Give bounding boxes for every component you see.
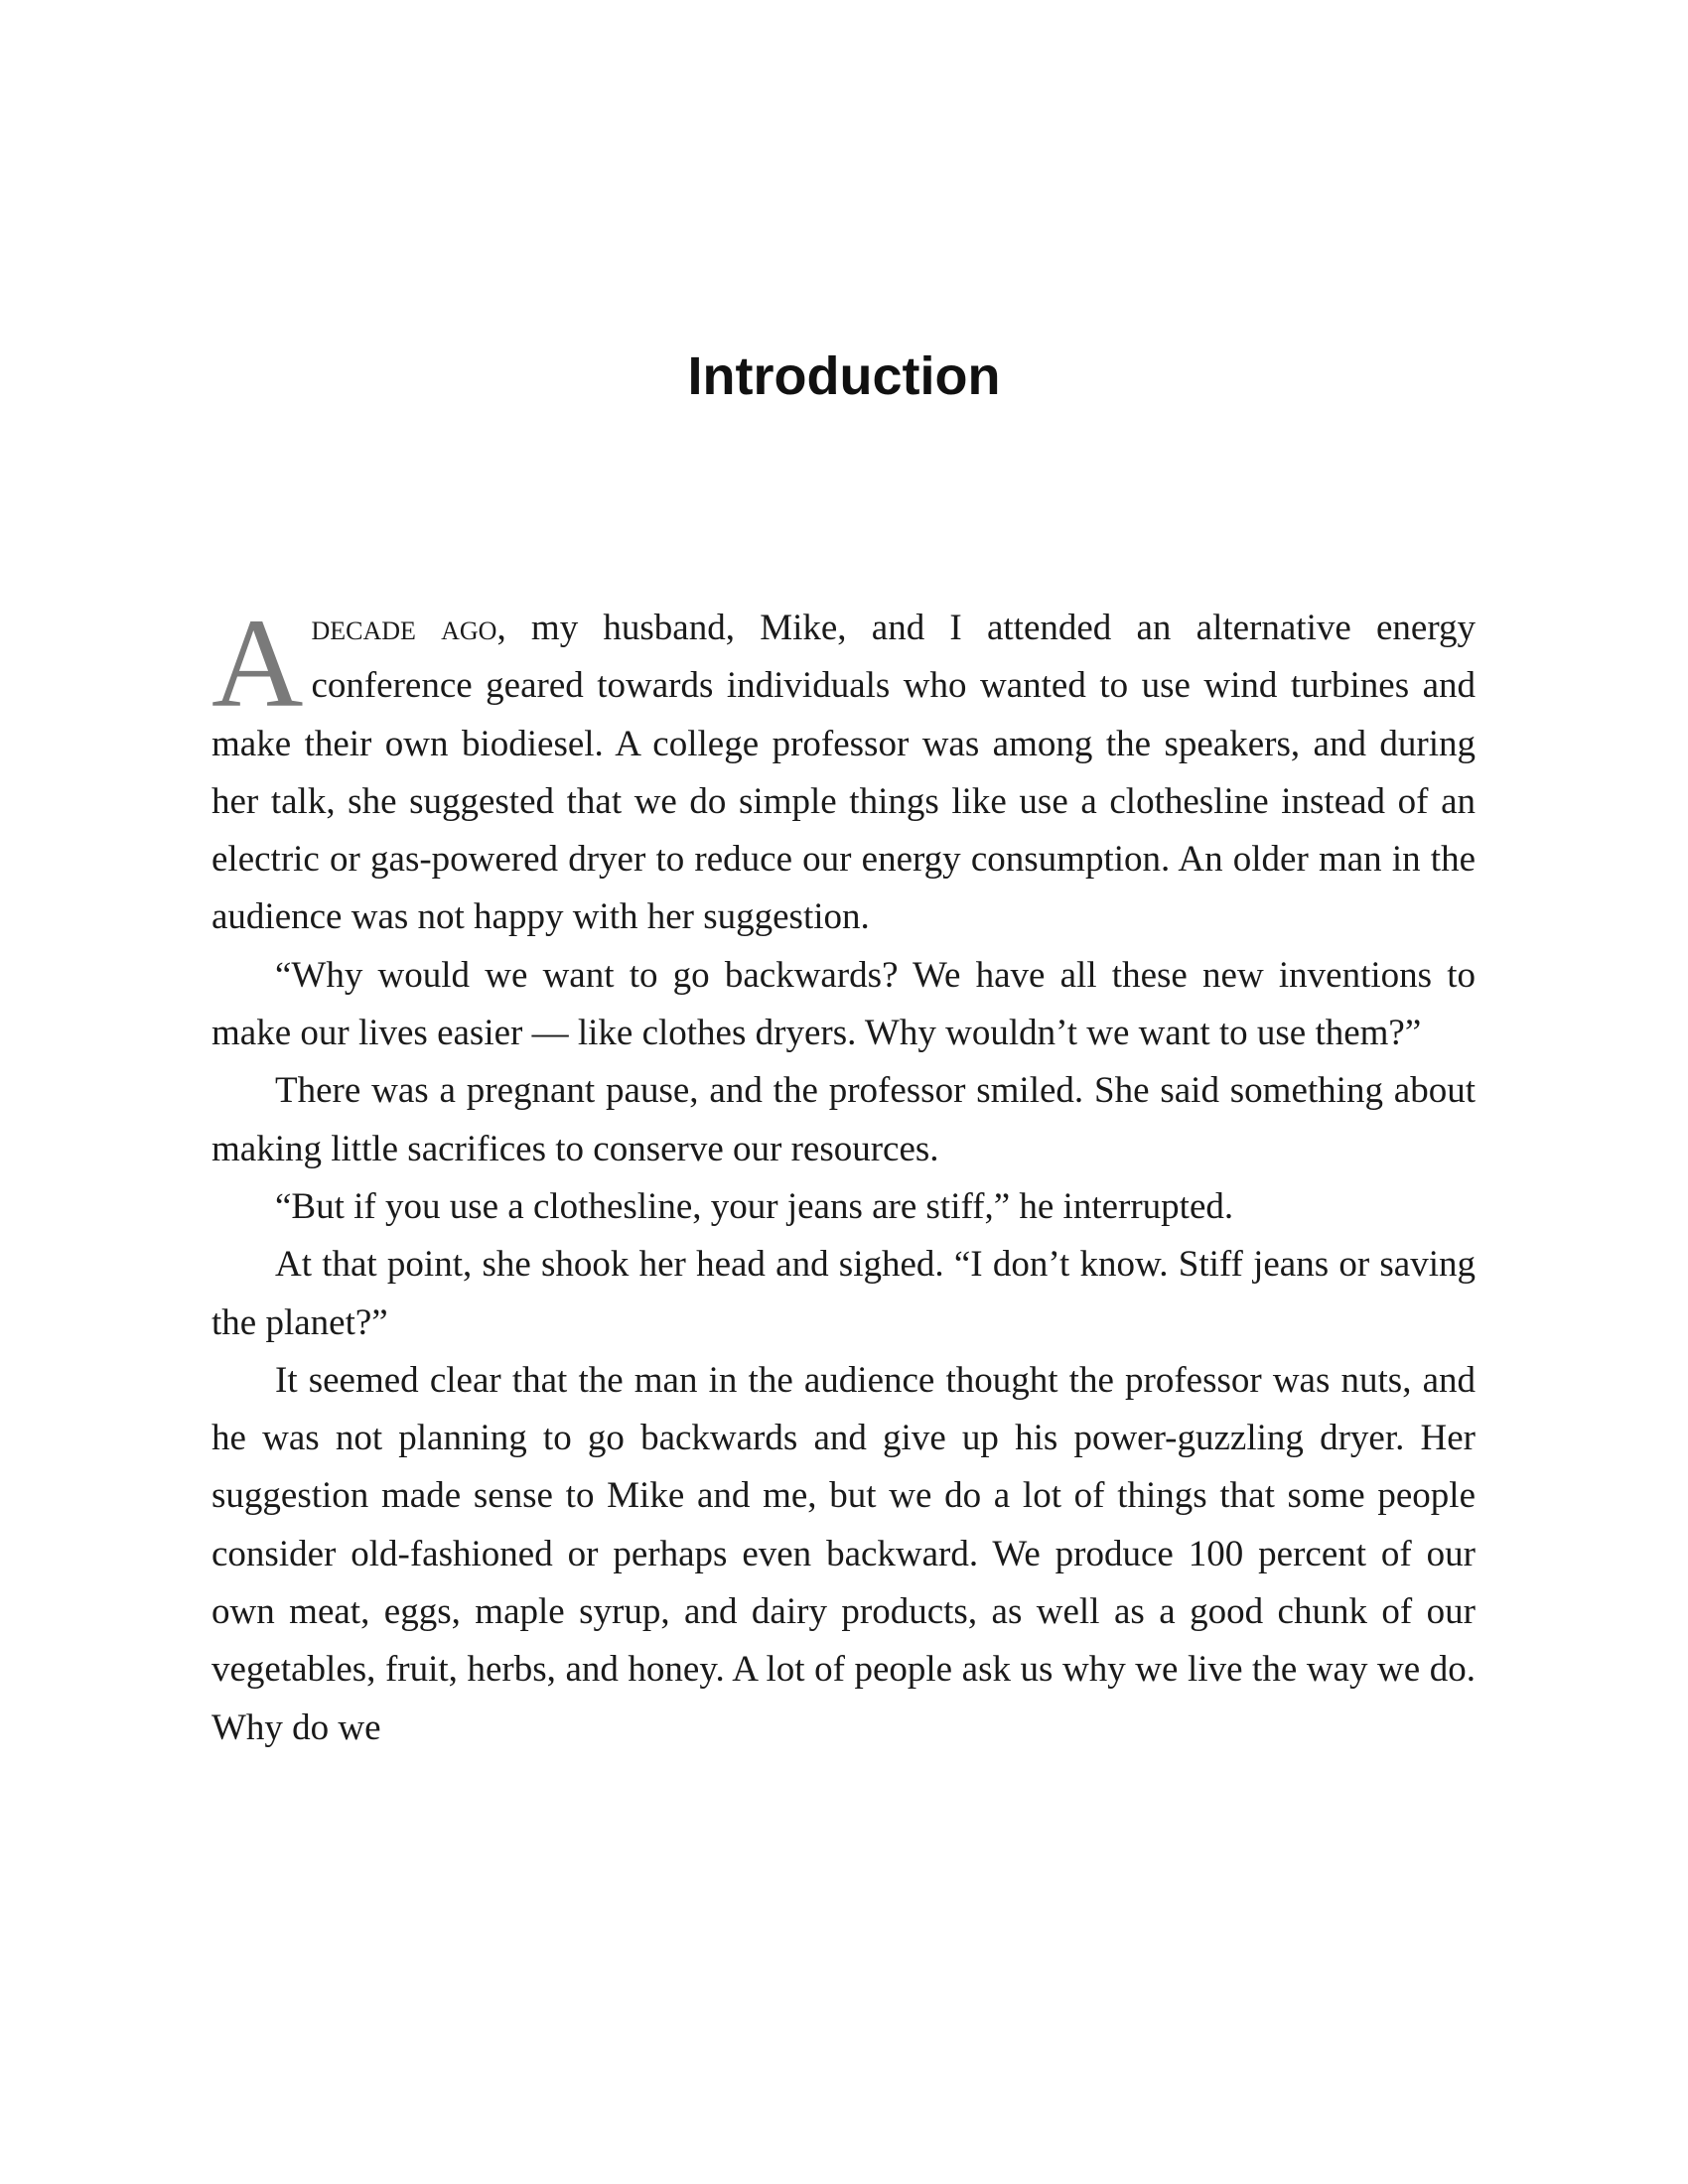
paragraph-4: “But if you use a clothesline, your jeans are stiff,” he interrupted.: [275, 1185, 1234, 1227]
paragraph-6: It seemed clear that the man in the audience thought the professor was nuts, and he was not planning to go backwards and give up his power-guzzling dryer. Her suggestion made sense to Mike and me, but we do a lot of things that some people consider old-fashioned or perhaps even backward. We produce 100 percent of our own meat, eggs, maple syrup, and dairy products, as well as a good chunk of our vegetables, fruit, herbs, and honey. A lot of people ask us why we live the way we do. Why do we: [211, 1359, 1476, 1748]
paragraph-1: [211, 593, 1477, 947]
paragraph-5: At that point, she shook her head and sighed. “I don’t know. Stiff jeans or saving the planet?”: [211, 1244, 1476, 1343]
chapter-title: Introduction: [687, 346, 1001, 406]
paragraph-2: “Why would we want to go backwards? We have all these new inventions to make our lives easier — like clothes dryers. Why wouldn’t we want to use them?”: [211, 954, 1476, 1054]
paragraph-3: There was a pregnant pause, and the professor smiled. She said something about making little sacrifices to conserve our resources.: [211, 1070, 1476, 1169]
lead-in-small-caps: decade ago: [311, 608, 497, 648]
paragraph-1-text: , my husband, Mike, and I attended an alternative energy conference geared towards individuals who wanted to use wind turbines and make their own biodiesel. A college professor was among the speakers, and during her talk, she suggested that we do simple things like use a clothesline instead of an electric or gas-powered dryer to reduce our energy consumption. An older man in the audience was not happy with her suggestion.: [211, 608, 1477, 938]
drop-cap: A: [211, 593, 304, 734]
body-text: [211, 593, 1477, 1757]
